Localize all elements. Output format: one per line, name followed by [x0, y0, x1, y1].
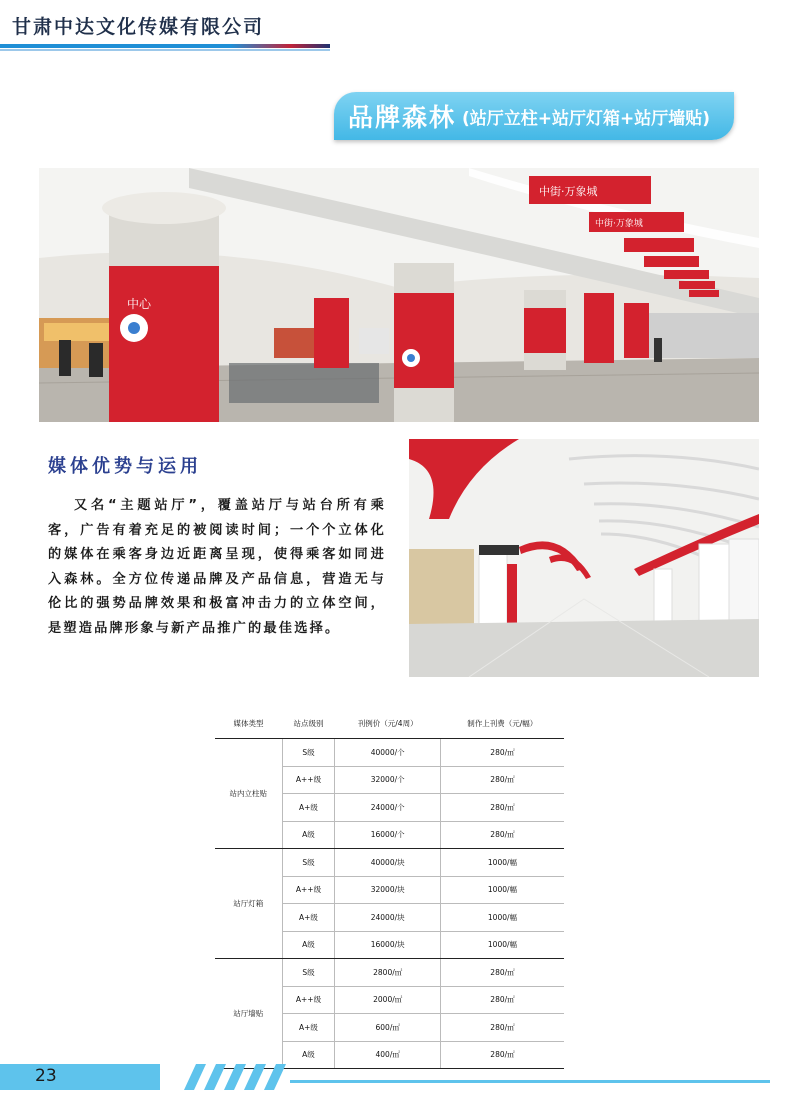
- table-row: [215, 959, 564, 987]
- col-header-station-level: 站点级别: [282, 708, 335, 739]
- col-header-media-type: 媒体类型: [215, 708, 282, 739]
- col-header-list-price: 刊例价（元/4周）: [335, 708, 441, 739]
- level-cell: S级: [282, 959, 335, 987]
- fee-cell: 1000/幅: [440, 904, 564, 932]
- level-cell: A级: [282, 1041, 335, 1069]
- header-rule-thin: [0, 49, 330, 51]
- fee-cell: 280/㎡: [440, 794, 564, 822]
- station-arch-photo: [409, 439, 759, 677]
- header-rule: [0, 44, 330, 48]
- fee-cell: 280/㎡: [440, 959, 564, 987]
- price-cell: 400/㎡: [335, 1041, 441, 1069]
- price-cell: 40000/块: [335, 849, 441, 877]
- price-cell: 2000/㎡: [335, 986, 441, 1014]
- media-type-cell: 站内立柱贴: [215, 739, 282, 849]
- fee-cell: 1000/幅: [440, 849, 564, 877]
- fee-cell: 1000/幅: [440, 931, 564, 959]
- level-cell: A级: [282, 931, 335, 959]
- station-hall-photo: [39, 168, 759, 422]
- price-cell: 40000/个: [335, 739, 441, 767]
- section-body-text: 又名“主题站厅”，覆盖站厅与站台所有乘客，广告有着充足的被阅读时间；一个个立体化的媒体在乘客身边近距离呈现，使得乘客如同进入森林。全方位传递品牌及产品信息，营造无与伦比的强势品牌效果和极富冲击力的立体空间，是塑造品牌形象与新产品推广的最佳选择。: [48, 498, 386, 636]
- page-number: 23: [35, 1066, 57, 1086]
- fee-cell: 280/㎡: [440, 766, 564, 794]
- table-row: [215, 849, 564, 877]
- footer-stripes: [170, 1064, 770, 1090]
- footer-bar: [0, 1064, 160, 1090]
- price-cell: 16000/个: [335, 821, 441, 849]
- pillar-sign-text: 中心: [127, 297, 152, 311]
- banner-title: 品牌森林: [348, 103, 457, 132]
- col-header-production-fee: 制作上刊费（元/幅）: [440, 708, 564, 739]
- fee-cell: 280/㎡: [440, 1014, 564, 1042]
- price-cell: 24000/个: [335, 794, 441, 822]
- fee-cell: 1000/幅: [440, 876, 564, 904]
- price-cell: 32000/块: [335, 876, 441, 904]
- fee-cell: 280/㎡: [440, 739, 564, 767]
- media-type-cell: 站厅墙贴: [215, 959, 282, 1069]
- level-cell: A++级: [282, 986, 335, 1014]
- table-row: [215, 739, 564, 767]
- media-type-cell: 站厅灯箱: [215, 849, 282, 959]
- table-header-row: [215, 708, 564, 739]
- banner-subtitle: (站厅立柱+站厅灯箱+站厅墙贴): [462, 108, 711, 129]
- hanging-banner-text-2: 中街·万象城: [595, 219, 643, 229]
- fee-cell: 280/㎡: [440, 821, 564, 849]
- level-cell: A级: [282, 821, 335, 849]
- level-cell: A++级: [282, 876, 335, 904]
- section-banner: [334, 92, 734, 140]
- price-cell: 600/㎡: [335, 1014, 441, 1042]
- company-name: 甘肃中达文化传媒有限公司: [12, 16, 265, 38]
- price-cell: 2800/㎡: [335, 959, 441, 987]
- price-cell: 24000/块: [335, 904, 441, 932]
- fee-cell: 280/㎡: [440, 1041, 564, 1069]
- level-cell: A+级: [282, 904, 335, 932]
- level-cell: A+级: [282, 1014, 335, 1042]
- price-cell: 16000/块: [335, 931, 441, 959]
- level-cell: A++级: [282, 766, 335, 794]
- price-cell: 32000/个: [335, 766, 441, 794]
- price-table: [215, 708, 564, 1069]
- fee-cell: 280/㎡: [440, 986, 564, 1014]
- section-title: 媒体优势与运用: [48, 456, 202, 477]
- level-cell: A+级: [282, 794, 335, 822]
- level-cell: S级: [282, 739, 335, 767]
- level-cell: S级: [282, 849, 335, 877]
- hanging-banner-text: 中街·万象城: [539, 185, 598, 198]
